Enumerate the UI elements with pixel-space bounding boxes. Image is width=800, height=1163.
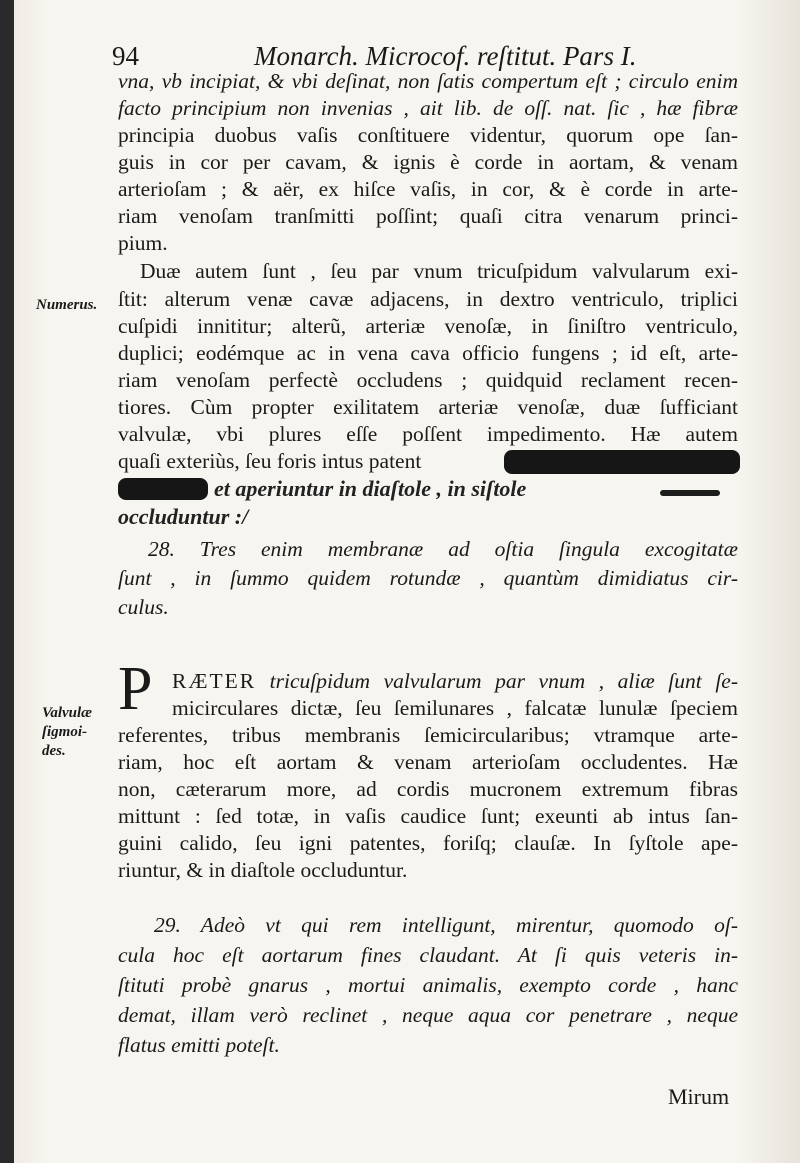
first-word-caps: RÆTER	[172, 669, 257, 693]
text-line: riam, hoc eſt aortam & venam arterioſam occludentes. Hæ	[118, 750, 738, 774]
section-line: 29. Adeò vt qui rem intelligunt, mirentur, quomodo oſ-	[154, 913, 738, 937]
text-line: non, cæterarum more, ad cordis mucronem extremum fibras	[118, 777, 738, 801]
text-line: ſtit: alterum venæ cavæ adjacens, in dextro ventriculo, triplici	[118, 287, 738, 311]
text-line: mittunt : ſed totæ, in vaſis caudice ſunt; exeunti ab intus ſan-	[118, 804, 738, 828]
text-line: principia duobus vaſis conſtituere videntur, quorum ope ſan-	[118, 123, 738, 147]
text-line: RÆTER tricuſpidum valvularum par vnum , aliæ ſunt ſe-	[172, 669, 738, 693]
page-number: 94	[112, 41, 139, 71]
text-line: tiores. Cùm propter exilitatem arteriæ venoſæ, duæ ſufficiant	[118, 395, 738, 419]
section-line: 28. Tres enim membranæ ad oſtia ſingula excogitatæ	[148, 537, 738, 561]
text-line: riam venoſam tranſmitti poſſint; quaſi citra venarum princi-	[118, 204, 738, 228]
text-line: valvulæ, vbi plures eſſe poſſent impedimento. Hæ autem	[118, 422, 738, 446]
text-line: cuſpidi innititur; alterũ, arteriæ venoſæ, in ſiniſtro ventriculo,	[118, 314, 738, 338]
text-line: vna, vb incipiat, & vbi deſinat, non ſatis compertum eſt ; circulo enim	[118, 69, 738, 93]
section-line: demat, illam verò reclinet , neque aqua cor penetrare , neque	[118, 1003, 738, 1027]
handwritten-annotation: occluduntur :/	[118, 504, 249, 529]
text-line: micirculares dictæ, ſeu ſemilunares , falcatæ lunulæ ſpeciem	[172, 696, 738, 720]
section-line: flatus emitti poteſt.	[118, 1033, 280, 1057]
text-line: guis in cor per cavam, & ignis è corde in aortam, & venam	[118, 150, 738, 174]
text-line: quaſi exteriùs, ſeu foris intus patent	[118, 449, 422, 473]
margin-note-valvulae: Valvulæ ſigmoi- des.	[42, 705, 93, 759]
strike-line	[660, 490, 720, 496]
text-line: referentes, tribus membranis ſemicircularibus; vtramque arte-	[118, 723, 738, 747]
section-line: cula hoc eſt aortarum fines claudant. At ſi quis veteris in-	[118, 943, 738, 967]
text-line: pium.	[118, 231, 168, 255]
text-line: arterioſam ; & aër, ex hiſce vaſis, in cor, & è corde in arte-	[118, 177, 738, 201]
section-line: ſunt , in ſummo quidem rotundæ , quantùm dimidiatus cir-	[118, 566, 738, 590]
ink-blot	[504, 450, 740, 474]
catchword: Mirum	[668, 1084, 730, 1109]
text-line: guini calido, ſeu igni patentes, foriſq; clauſæ. In ſyſtole ape-	[118, 831, 738, 855]
text-line: duplici; eodémque ac in vena cava officio fungens ; id eſt, arte-	[118, 341, 738, 365]
text-line: Duæ autem ſunt , ſeu par vnum tricuſpidum valvularum exi-	[140, 259, 738, 283]
binding-shadow	[0, 0, 14, 1163]
section-line: culus.	[118, 595, 169, 619]
text-line: facto principium non invenias , ait lib. de oſſ. nat. ſic , hæ fibræ	[118, 96, 738, 120]
margin-note-numerus: Numerus.	[36, 297, 98, 313]
ink-blot	[118, 478, 208, 500]
handwritten-annotation: et aperiuntur in diaſtole , in siſtole	[214, 476, 527, 501]
text-line: riam venoſam perfectè occludens ; quidquid reclament recen-	[118, 368, 738, 392]
text-line: riuntur, & in diaſtole occluduntur.	[118, 858, 408, 882]
running-title: Monarch. Microcof. reſtitut. Pars I.	[254, 41, 637, 71]
section-line: ſtituti probè gnarus , mortui animalis, exempto corde , hanc	[118, 973, 738, 997]
drop-cap: P	[118, 655, 153, 723]
